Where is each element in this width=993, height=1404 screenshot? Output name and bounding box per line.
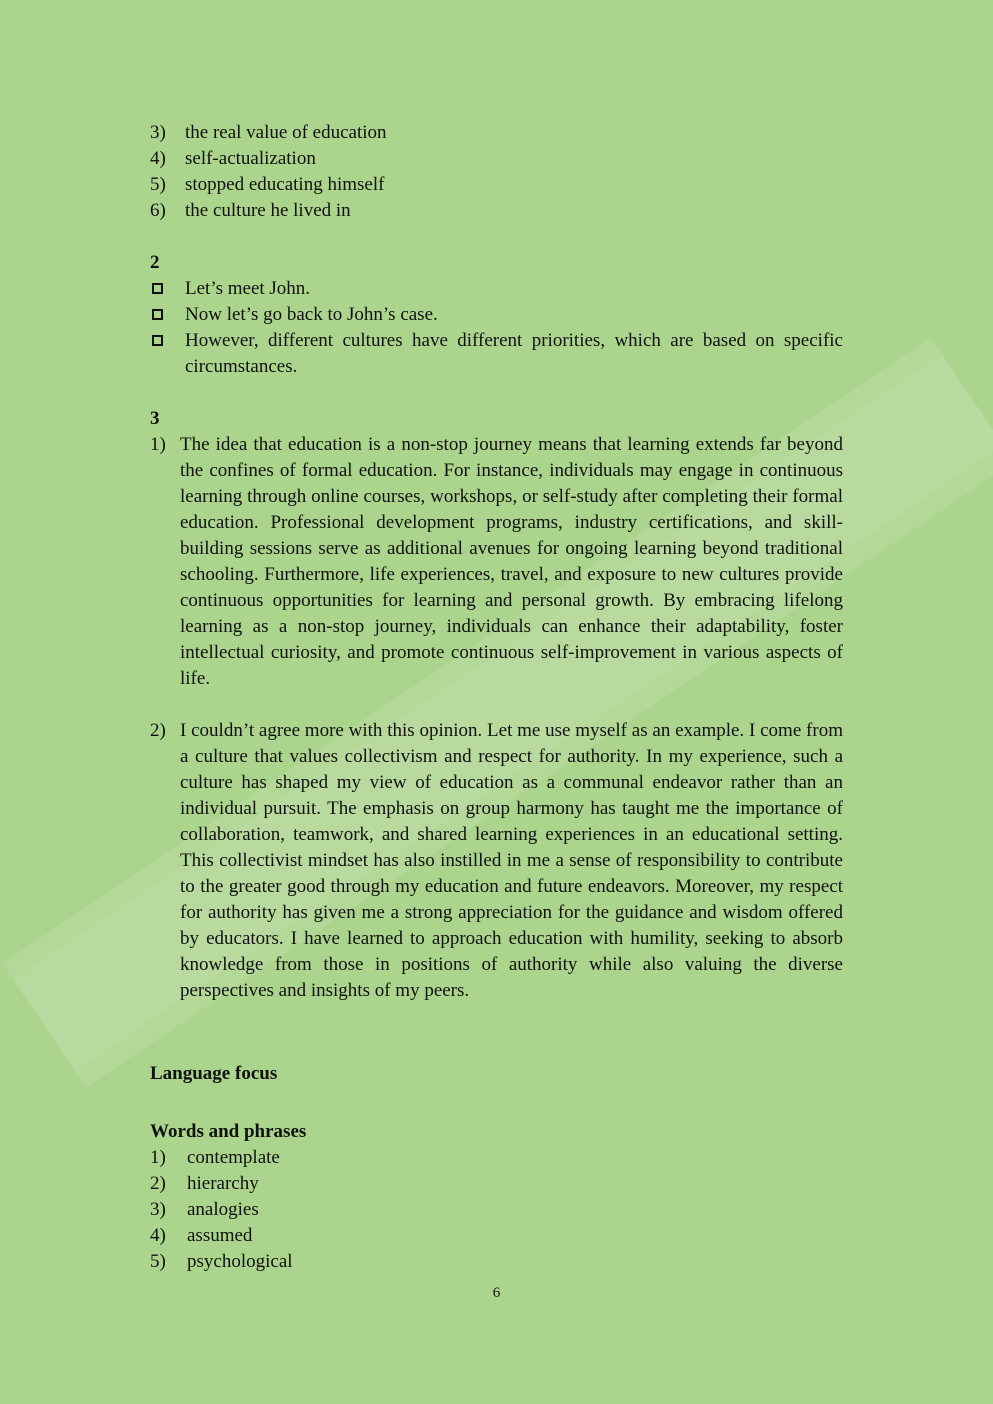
list-number: 2) bbox=[150, 720, 166, 741]
checkbox-icon bbox=[152, 335, 163, 346]
list-number: 2) bbox=[150, 1173, 166, 1194]
list-number: 5) bbox=[150, 174, 166, 195]
list-item: analogies bbox=[187, 1199, 259, 1220]
list-number: 5) bbox=[150, 1251, 166, 1272]
list-number: 4) bbox=[150, 1225, 166, 1246]
checklist-item: Now let’s go back to John’s case. bbox=[185, 304, 438, 325]
list-item: assumed bbox=[187, 1225, 253, 1246]
list-item: the real value of education bbox=[185, 122, 387, 143]
list-item: self-actualization bbox=[185, 148, 316, 169]
answer-paragraph: I couldn’t agree more with this opinion. Let me use myself as an example. I come from a culture that values collectivism and respect for authority. In my experience, such a culture has shaped my view of education as a communal endeavor rather than an individual pursuit. The emphasis on group harmony has taught me the importance of collaboration, teamwork, and shared learning experiences in an educational setting. This collectivist mindset has also instilled in me a sense of responsibility to contribute to the greater good through my education and future endeavors. Moreover, my respect for authority has given me a strong appreciation for the guidance and wisdom offered by educators. I have learned to approach education with humility, seeking to absorb knowledge from those in positions of authority while also valuing the diverse perspectives and insights of my peers. bbox=[180, 720, 843, 1001]
list-number: 1) bbox=[150, 1147, 166, 1168]
list-item: the culture he lived in bbox=[185, 200, 351, 221]
list-item: hierarchy bbox=[187, 1173, 259, 1194]
language-focus-heading: Language focus bbox=[150, 1063, 278, 1084]
page-number: 6 bbox=[492, 1285, 501, 1301]
list-number: 6) bbox=[150, 200, 166, 221]
list-number: 4) bbox=[150, 148, 166, 169]
checklist-item: Let’s meet John. bbox=[185, 278, 311, 299]
answer-paragraph: The idea that education is a non-stop journey means that learning extends far beyond the confines of formal education. For instance, individuals may engage in continuous learning through online courses, workshops, or self-study after completing their formal education. Professional development programs, industry certifications, and skill-building sessions serve as additional avenues for ongoing learning beyond traditional schooling. Furthermore, life experiences, travel, and exposure to new cultures provide continuous opportunities for learning and personal growth. By embracing lifelong learning as a non-stop journey, individuals can enhance their adaptability, foster intellectual curiosity, and promote continuous self-improvement in various aspects of life. bbox=[180, 434, 843, 689]
list-number: 3) bbox=[150, 1199, 166, 1220]
checklist-item: However, different cultures have different priorities, which are based on specific circumstances. bbox=[185, 330, 843, 377]
list-number: 3) bbox=[150, 122, 166, 143]
words-phrases-heading: Words and phrases bbox=[150, 1121, 307, 1142]
list-item: stopped educating himself bbox=[185, 174, 385, 195]
list-item: contemplate bbox=[187, 1147, 280, 1168]
list-item: psychological bbox=[187, 1251, 293, 1272]
checkbox-icon bbox=[152, 283, 163, 294]
section-heading: 3 bbox=[150, 408, 160, 429]
list-number: 1) bbox=[150, 434, 166, 455]
checkbox-icon bbox=[152, 309, 163, 320]
section-heading: 2 bbox=[150, 252, 160, 273]
